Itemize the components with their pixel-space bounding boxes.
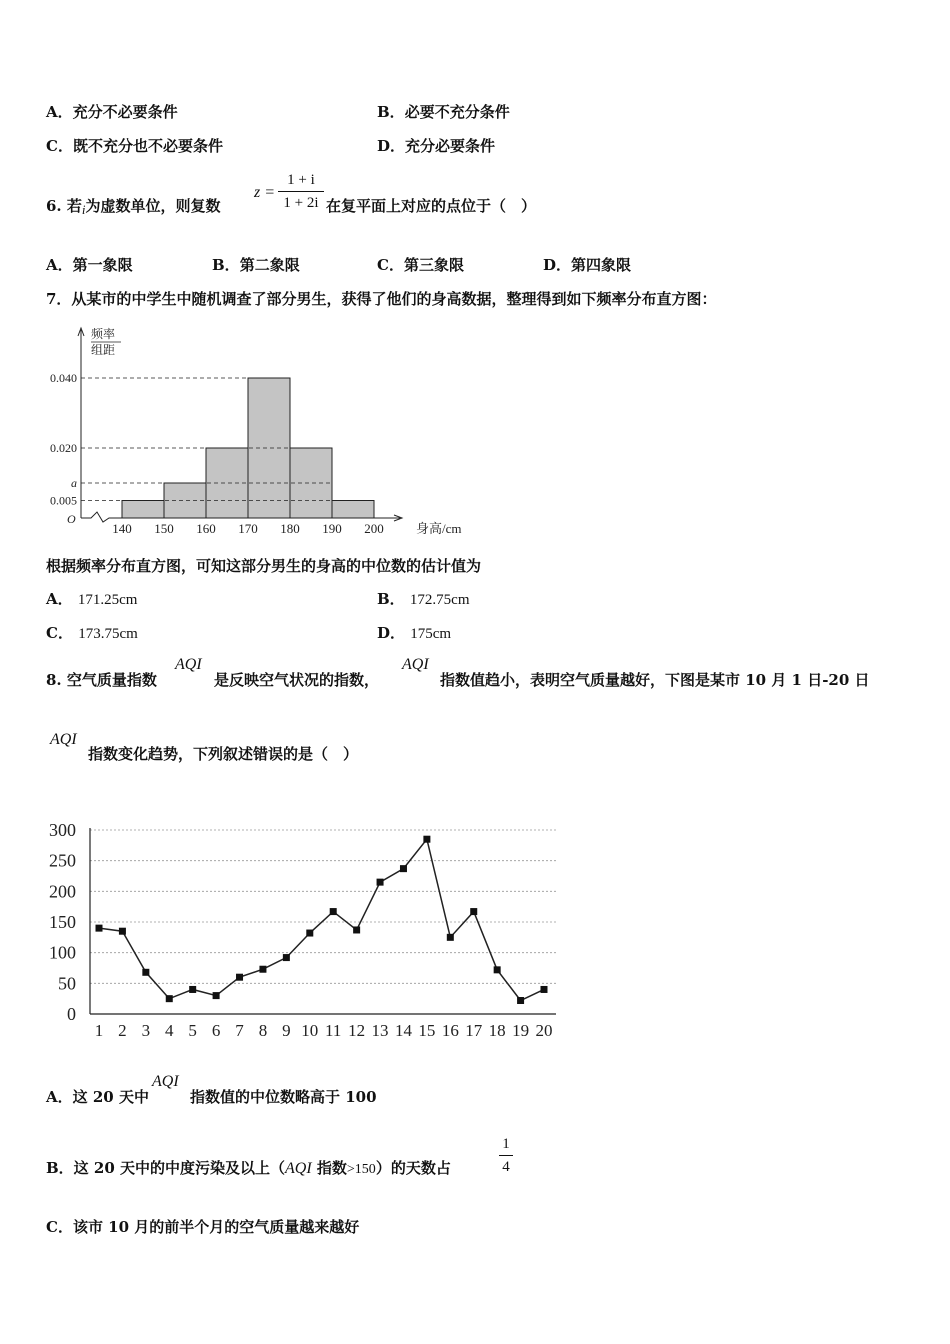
data-point (353, 926, 360, 933)
q6-option-b: B．第二象限 (212, 256, 300, 274)
y-label-bottom: 组距 (91, 343, 116, 357)
x-tick-label: 3 (141, 1021, 151, 1040)
histogram-bar (122, 501, 164, 519)
q5-option-a: A．充分不必要条件 (46, 103, 178, 121)
q8-line1-c: 指数值趋小，表明空气质量越好，下图是某市 10 月 1 日-20 日 (440, 671, 870, 689)
data-point (283, 954, 290, 961)
data-point (377, 879, 384, 886)
q8-line1-b: 是反映空气状况的指数， (214, 671, 380, 689)
histogram-bar (206, 448, 248, 518)
histogram-bar (290, 448, 332, 518)
data-point (96, 925, 103, 932)
x-tick-label: 19 (512, 1021, 530, 1040)
q8-line2: 指数变化趋势，下列叙述错误的是（ ） (88, 745, 359, 763)
x-tick-label: 1 (94, 1021, 104, 1040)
x-tick-label: 9 (282, 1021, 291, 1040)
y-tick-label: 200 (49, 881, 76, 902)
histogram-chart (40, 322, 480, 537)
q8-line1: 8. 空气质量指数 (46, 671, 157, 689)
x-tick-label: 16 (441, 1021, 459, 1040)
q8-option-b: B．这 20 天中的中度污染及以上（AQI 指数>150）的天数占 (46, 1159, 451, 1177)
x-tick-label: 6 (211, 1021, 221, 1040)
q7-option-a: A． 171.25cm (46, 590, 138, 608)
q8-aqi-2: AQI (402, 656, 429, 673)
x-tick-label: 7 (235, 1021, 244, 1040)
data-point (236, 974, 243, 981)
x-tick-label: 11 (325, 1021, 342, 1040)
data-point (330, 908, 337, 915)
data-point (470, 908, 477, 915)
y-tick-label: 0.005 (50, 493, 77, 508)
q6-option-a: A．第一象限 (46, 256, 133, 274)
data-point (306, 930, 313, 937)
q6-stem: 6. 若i为虚数单位，则复数 (46, 197, 221, 217)
x-tick-label: 5 (188, 1021, 197, 1040)
q7-option-c: C． 173.75cm (46, 624, 138, 642)
data-point (400, 865, 407, 872)
histogram-bar (164, 483, 206, 518)
x-tick-label: 180 (280, 521, 300, 536)
x-tick-label: 190 (322, 521, 342, 536)
y-tick-label: 250 (49, 850, 76, 871)
y-tick-label: 150 (49, 912, 76, 932)
x-tick-label: 4 (165, 1021, 174, 1040)
y-tick-label: a (71, 476, 77, 490)
x-tick-label: 17 (465, 1021, 483, 1040)
y-tick-label: 0.040 (50, 371, 77, 385)
q7-stem: 7．从某市的中学生中随机调查了部分男生，获得了他们的身高数据，整理得到如下频率分布直方图： (46, 290, 717, 308)
x-axis-label: 身高/cm (416, 521, 462, 536)
data-point (541, 986, 548, 993)
q8-aqi-1: AQI (175, 656, 202, 673)
x-tick-label: 14 (394, 1021, 412, 1040)
x-tick-label: 20 (535, 1021, 553, 1040)
x-tick-label: 10 (301, 1021, 319, 1040)
q8-option-c: C．该市 10 月的前半个月的空气质量越来越好 (46, 1218, 360, 1236)
y-tick-label: 0 (67, 1004, 76, 1024)
data-point (494, 966, 501, 973)
q5-option-d: D．充分必要条件 (377, 137, 496, 155)
q8-aqi-4: AQI (152, 1073, 179, 1090)
q5-option-b: B．必要不充分条件 (377, 103, 510, 121)
x-tick-label: 160 (196, 521, 216, 536)
histogram-bar (248, 378, 290, 518)
x-tick-label: 2 (118, 1021, 127, 1040)
q7-option-b: B． 172.75cm (377, 590, 470, 608)
x-tick-label: 140 (112, 521, 132, 536)
data-point (213, 992, 220, 999)
q6-option-d: D．第四象限 (543, 256, 632, 274)
q8-option-b-fraction: 1 4 (499, 1135, 513, 1176)
data-point (189, 986, 196, 993)
q8-option-a: A．这 20 天中 (46, 1088, 149, 1106)
x-tick-label: 8 (258, 1021, 268, 1040)
y-tick-label: 0.020 (50, 441, 77, 455)
x-tick-label: 15 (418, 1021, 436, 1040)
x-tick-label: 13 (371, 1021, 389, 1040)
x-tick-label: 150 (154, 521, 174, 536)
y-tick-label: 100 (49, 942, 76, 963)
q5-option-c: C．既不充分也不必要条件 (46, 137, 223, 155)
q6-numerator: 1 + i (287, 172, 315, 188)
data-point (142, 969, 149, 976)
q8-aqi-3: AQI (50, 731, 77, 748)
x-tick-label: 170 (238, 521, 258, 536)
q7-option-d: D． 175cm (377, 624, 452, 642)
data-point (517, 997, 524, 1004)
aqi-series-line (99, 839, 544, 1000)
q6-z: z = (254, 184, 276, 201)
histogram-bar (332, 501, 374, 519)
y-tick-label: 50 (58, 973, 76, 994)
data-point (119, 928, 126, 935)
q6-option-c: C．第三象限 (377, 256, 464, 274)
origin-label: O (67, 512, 76, 526)
data-point (423, 836, 430, 843)
q7-question: 根据频率分布直方图，可知这部分男生的身高的中位数的估计值为 (46, 557, 482, 575)
q6-stem-end: 在复平面上对应的点位于（ ） (326, 197, 537, 215)
data-point (166, 995, 173, 1002)
data-point (447, 934, 454, 941)
y-label-top: 频率 (91, 327, 116, 341)
y-tick-label: 300 (49, 820, 76, 840)
q6-fraction (278, 170, 324, 213)
x-tick-label: 12 (348, 1021, 366, 1040)
q8-option-a-end: 指数值的中位数略高于 100 (190, 1088, 377, 1106)
data-point (259, 966, 266, 973)
x-tick-label: 200 (364, 521, 384, 536)
q6-denominator: 1 + 2i (283, 195, 319, 211)
aqi-line-chart (46, 818, 576, 1043)
x-tick-label: 18 (488, 1021, 506, 1040)
